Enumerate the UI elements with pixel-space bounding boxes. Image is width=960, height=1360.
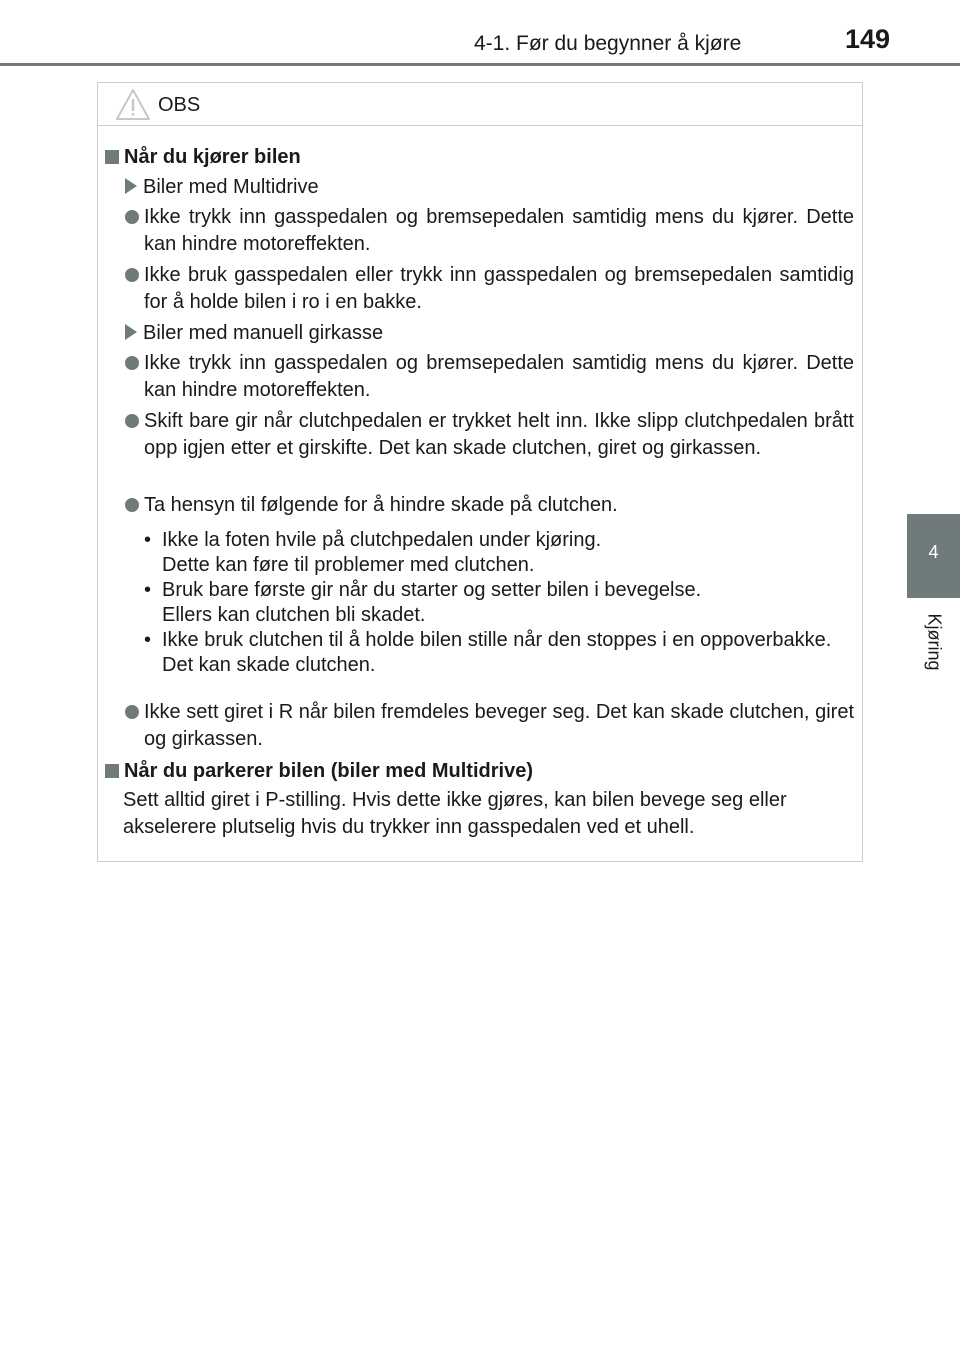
square-bullet-icon	[105, 764, 119, 778]
section-heading-driving	[105, 146, 301, 169]
caution-box	[97, 82, 863, 862]
subheading-text: Biler med manuell girkasse	[143, 322, 384, 344]
circle-bullet-icon	[125, 210, 139, 224]
subheading-multidrive	[125, 176, 319, 199]
subheading-text: Biler med Multidrive	[143, 176, 319, 198]
caution-title: OBS	[158, 94, 201, 116]
bullet-text: Ikke bruk clutchen til å holde bilen stille når den stoppes i en oppoverbakke.	[162, 629, 832, 651]
list-item-text: Ta hensyn til følgende for å hindre skade på clutchen.	[144, 494, 618, 516]
bullet-item	[144, 528, 844, 578]
chapter-tab	[907, 514, 960, 598]
list-item	[125, 262, 854, 316]
list-item	[125, 204, 854, 258]
circle-bullet-icon	[125, 356, 139, 370]
chapter-number: 4	[928, 542, 939, 562]
list-item	[125, 408, 854, 462]
circle-bullet-icon	[125, 498, 139, 512]
bullet-dot: •	[144, 529, 152, 551]
circle-bullet-icon	[125, 268, 139, 282]
section-heading-text: Når du parkerer bilen (biler med Multidrive)	[124, 760, 533, 782]
list-item-text: Skift bare gir når clutchpedalen er trykket helt inn. Ikke slipp clutchpedalen brått opp igjen etter et girskifte. Det kan skade clutchen, giret og girkassen.	[144, 410, 854, 459]
triangle-arrow-icon	[125, 178, 137, 194]
triangle-arrow-icon	[125, 324, 137, 340]
bullet-item	[144, 628, 844, 678]
subheading-manual	[125, 322, 383, 345]
page-header	[0, 0, 960, 66]
parking-text: Sett alltid giret i P-stilling. Hvis dette ikke gjøres, kan bilen bevege seg eller akselerere plutselig hvis du trykker inn gasspedalen ved et uhell.	[123, 789, 787, 838]
warning-icon	[115, 88, 151, 121]
bullet-text: Ikke la foten hvile på clutchpedalen under kjøring.	[162, 529, 602, 551]
bullet-note: Dette kan føre til problemer med clutchen.	[162, 554, 535, 576]
section-heading-parking	[105, 760, 533, 783]
bullet-note: Det kan skade clutchen.	[162, 654, 376, 676]
bullet-dot: •	[144, 579, 152, 601]
header-rule	[0, 63, 960, 66]
square-bullet-icon	[105, 150, 119, 164]
page-number: 149	[845, 24, 891, 54]
section-heading-text: Når du kjører bilen	[124, 146, 301, 168]
list-item-text: Ikke bruk gasspedalen eller trykk inn gasspedalen og bremsepedalen samtidig for å holde bilen i ro i en bakke.	[144, 264, 854, 313]
clutch-bullet-list	[144, 528, 844, 678]
circle-bullet-icon	[125, 705, 139, 719]
list-item-text: Ikke sett giret i R når bilen fremdeles beveger seg. Det kan skade clutchen, giret og girkassen.	[144, 701, 854, 750]
list-item-text: Ikke trykk inn gasspedalen og bremsepedalen samtidig mens du kjører. Dette kan hindre motoreffekten.	[144, 352, 854, 401]
list-item	[125, 350, 854, 404]
bullet-note: Ellers kan clutchen bli skadet.	[162, 604, 426, 626]
circle-bullet-icon	[125, 414, 139, 428]
chapter-label: Kjøring	[924, 613, 945, 671]
bullet-text: Bruk bare første gir når du starter og setter bilen i bevegelse.	[162, 579, 702, 601]
bullet-item	[144, 578, 844, 628]
bullet-dot: •	[144, 629, 152, 651]
list-item	[125, 492, 854, 519]
list-item	[125, 699, 854, 753]
list-item-text: Ikke trykk inn gasspedalen og bremsepedalen samtidig mens du kjører. Dette kan hindre motoreffekten.	[144, 206, 854, 255]
caution-header	[98, 83, 862, 126]
section-title: 4-1. Før du begynner å kjøre	[474, 32, 742, 55]
